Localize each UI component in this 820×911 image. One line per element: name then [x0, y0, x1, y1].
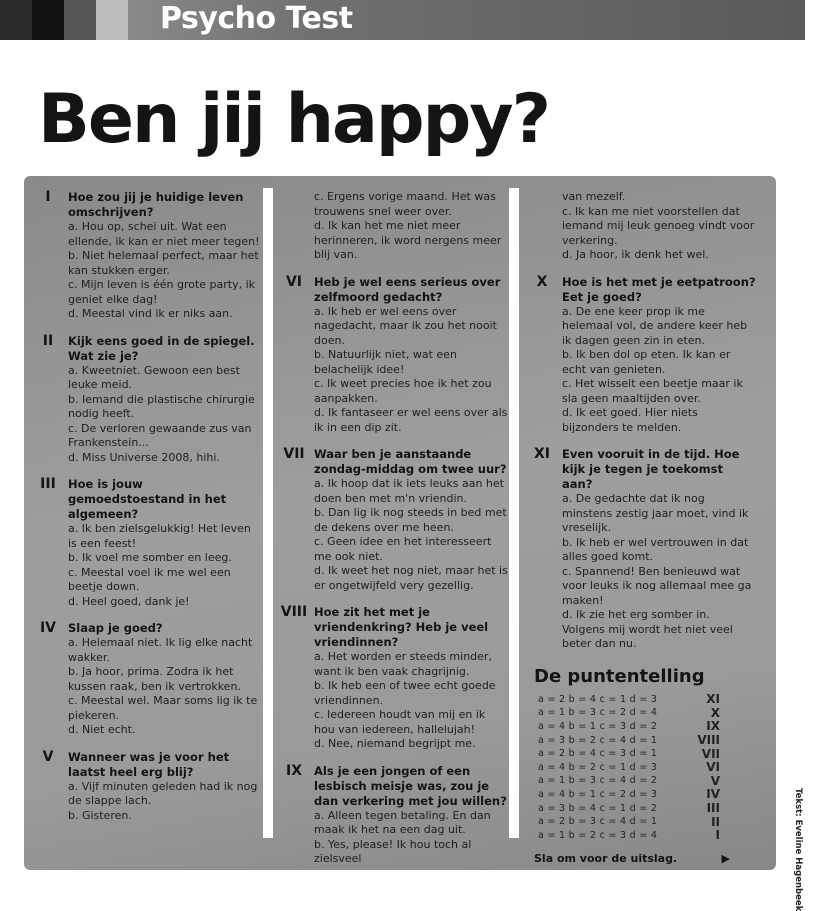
question-text: Hoe zit het met je vriendenkring? Heb je veel vriendinnen? — [314, 605, 489, 649]
question-number: I — [45, 189, 51, 205]
continued-options — [314, 190, 508, 263]
column-divider — [509, 188, 519, 838]
scoring-row — [538, 760, 756, 774]
scoring-row — [538, 733, 756, 747]
answer-option: d. Ik eet goed. Hier niets bijzonders te melden. — [562, 406, 698, 434]
answer-option: a. Hou op, schei uit. Wat een ellende, ik kan er niet meer tegen! — [68, 220, 260, 248]
answer-option: b. Iemand die plastische chirurgie nodig heeft. — [68, 392, 255, 420]
scoring-title: De puntentelling — [534, 665, 705, 687]
answer-option: a. Kweetniet. Gewoon een best leuke meid. — [68, 363, 240, 391]
scoring-row — [538, 774, 756, 788]
scoring-row — [538, 801, 756, 815]
scoring-values: a = 2 b = 3 c = 4 d = 1 — [538, 816, 658, 828]
scoring-values: a = 3 b = 2 c = 4 d = 1 — [538, 734, 658, 746]
question-block — [276, 605, 508, 752]
question-text: Hoe is jouw gemoedstoestand in het algemeen? — [68, 477, 227, 521]
answer-option: b. Natuurlijk niet, wat een belachelijk idee! — [314, 348, 457, 376]
answer-option: c. Het wisselt een beetje maar ik sla geen maaltijden over. — [562, 377, 743, 405]
question-number: IX — [285, 762, 302, 779]
answer-option: b. Niet helemaal perfect, maar het kan stukken erger. — [68, 249, 259, 277]
scoring-values: a = 1 b = 2 c = 3 d = 4 — [538, 829, 658, 841]
answer-option: a. De gedachte dat ik nog minstens zestig jaar moet, vind ik vreselijk. — [562, 492, 749, 534]
question-number: VIII — [280, 604, 308, 620]
answer-option: a. Ik heb er wel eens over nagedacht, maar ik zou het nooit doen. — [314, 304, 497, 347]
question-block — [30, 190, 262, 322]
answer-option: van mezelf. — [562, 190, 626, 203]
page-title: Ben jij happy? — [38, 80, 550, 159]
question-text: Kijk eens goed in de spiegel. Wat zie je? — [68, 333, 255, 363]
question-text: Wanneer was je voor het laatst heel erg blij? — [68, 749, 230, 779]
header-square — [64, 0, 96, 40]
answer-option: d. Ik zie het erg somber in. Volgens mij wordt het niet veel beter dan nu. — [562, 608, 733, 650]
answer-option: d. Heel goed, dank je! — [68, 594, 190, 608]
question-block — [30, 750, 262, 824]
answer-option: c. Meestal wel. Maar soms lig ik te piekeren. — [68, 694, 258, 722]
answer-option: a. De ene keer prop ik me helemaal vol, de andere keer heb ik dagen geen zin in eten. — [562, 304, 748, 347]
answer-option: d. Ik kan het me niet meer herinneren, ik word nergens meer blij van. — [314, 219, 502, 261]
quiz-column-3 — [524, 190, 756, 865]
answer-option: b. Yes, please! Ik hou toch al zielsveel — [314, 837, 472, 865]
answer-option: a. Helemaal niet. Ik lig elke nacht wakker. — [68, 636, 253, 664]
scoring-section — [524, 666, 756, 866]
question-block — [276, 447, 508, 593]
question-text: Slaap je goed? — [68, 621, 163, 635]
answer-option: d. Meestal vind ik er niks aan. — [68, 307, 233, 320]
answer-option: b. Ja hoor, prima. Zodra ik het kussen raak, ben ik vertrokken. — [68, 665, 241, 693]
header-square — [96, 0, 128, 40]
question-block — [30, 477, 262, 609]
scoring-values: a = 3 b = 4 c = 1 d = 2 — [538, 802, 658, 814]
scoring-row — [538, 815, 756, 829]
question-block — [276, 764, 508, 867]
answer-option: c. Spannend! Ben benieuwd wat voor leuks ik nog allemaal mee ga maken! — [562, 564, 752, 607]
continued-options — [562, 190, 756, 263]
header-square — [0, 0, 32, 40]
answer-option: b. Ik voel me somber en leeg. — [68, 551, 232, 564]
answer-option: d. Miss Universe 2008, hihi. — [68, 450, 220, 464]
turn-page-note: Sla om voor de uitslag. — [534, 852, 678, 866]
question-number: III — [40, 476, 56, 492]
answer-option: a. Ik hoop dat ik iets leuks aan het doen ben met m'n vriendin. — [314, 477, 504, 505]
answer-option: c. Ik weet precies hoe ik het zou aanpakken. — [314, 377, 492, 405]
scoring-question-number: V — [710, 773, 720, 788]
scoring-question-number: III — [706, 801, 720, 816]
question-block — [524, 275, 756, 436]
scoring-row — [538, 788, 756, 802]
answer-option: c. De verloren gewaande zus van Frankenstein... — [68, 421, 252, 449]
answer-option: b. Ik heb er wel vertrouwen in dat alles goed komt. — [562, 535, 749, 563]
answer-option: c. Iedereen houdt van mij en ik hou van iedereen, hallelujah! — [314, 708, 486, 736]
scoring-question-number: VII — [701, 746, 720, 761]
header-squares — [0, 0, 128, 40]
scoring-row — [538, 693, 756, 707]
scoring-question-number: VI — [706, 760, 720, 775]
answer-option: d. Nee, niemand begrijpt me. — [314, 737, 476, 750]
scoring-question-number: I — [715, 828, 720, 843]
question-number: V — [42, 748, 54, 765]
answer-option: d. Ja hoor, ik denk het wel. — [562, 248, 709, 261]
question-text: Hoe zou jij je huidige leven omschrijven? — [68, 190, 244, 219]
answer-option: c. Ergens vorige maand. Het was trouwens snel weer over. — [314, 190, 496, 218]
scoring-question-number: X — [710, 705, 720, 720]
scoring-question-number: VIII — [697, 733, 720, 748]
answer-option: b. Ik ben dol op eten. Ik kan er echt van genieten. — [562, 348, 731, 376]
question-text: Even vooruit in de tijd. Hoe kijk je tegen je toekomst aan? — [562, 447, 740, 491]
scoring-values: a = 1 b = 3 c = 4 d = 2 — [538, 775, 658, 787]
answer-option: b. Gisteren. — [68, 808, 132, 822]
question-block — [524, 447, 756, 652]
question-number: VI — [285, 273, 303, 290]
answer-option: b. Dan lig ik nog steeds in bed met de dekens over me heen. — [314, 506, 507, 534]
answer-option: c. Geen idee en het interesseert me ook niet. — [314, 535, 492, 563]
question-number: XI — [533, 446, 550, 462]
quiz-column-2 — [276, 190, 508, 879]
question-continuation — [276, 190, 508, 263]
scoring-values: a = 1 b = 3 c = 2 d = 4 — [538, 707, 658, 719]
answer-option: a. Het worden er steeds minder, want ik ben vaak chagrijnig. — [314, 650, 492, 678]
question-block — [276, 275, 508, 436]
answer-option: c. Ik kan me niet voorstellen dat iemand mij leuk genoeg vindt voor verkering. — [562, 204, 755, 247]
quiz-column-1 — [30, 190, 262, 835]
scoring-values: a = 4 b = 1 c = 3 d = 2 — [538, 720, 658, 732]
header-bar — [0, 0, 805, 40]
answer-option: d. Niet echt. — [68, 723, 136, 736]
scoring-values: a = 4 b = 2 c = 1 d = 3 — [538, 761, 658, 773]
scoring-values: a = 4 b = 1 c = 2 d = 3 — [538, 788, 658, 800]
scoring-question-number: XI — [706, 692, 720, 707]
answer-option: d. Ik fantaseer er wel eens over als ik in een dip zit. — [314, 406, 508, 434]
scoring-row — [538, 720, 756, 734]
answer-option: a. Alleen tegen betaling. En dan maak ik het na een dag uit. — [314, 808, 491, 836]
section-title: Psycho Test — [160, 1, 353, 36]
question-continuation — [524, 190, 756, 263]
author-credit: Tekst: Eveline Hagenbeek — [793, 788, 803, 911]
header-square — [32, 0, 64, 40]
scoring-row — [538, 747, 756, 761]
arrow-right-icon: ▶ — [721, 852, 730, 866]
scoring-question-number: II — [711, 814, 720, 829]
scoring-question-number: IV — [706, 787, 720, 802]
question-number: IV — [39, 620, 57, 636]
question-text: Hoe is het met je eetpatroon? Eet je goed? — [562, 274, 756, 304]
scoring-row — [538, 828, 756, 842]
question-text: Heb je wel eens serieus over zelfmoord gedacht? — [314, 274, 501, 304]
question-number: VII — [283, 446, 305, 462]
question-block — [30, 334, 262, 466]
scoring-row — [538, 706, 756, 720]
question-block — [30, 621, 262, 738]
scoring-question-number: IX — [706, 719, 720, 734]
answer-option: c. Meestal voel ik me wel een beetje down. — [68, 565, 231, 593]
answer-option: c. Mijn leven is één grote party, ik geniet elke dag! — [68, 278, 256, 306]
answer-option: b. Ik heb een of twee echt goede vriendinnen. — [314, 679, 496, 707]
question-text: Waar ben je aanstaande zondag-middag om twee uur? — [314, 447, 507, 476]
scoring-values: a = 2 b = 4 c = 3 d = 1 — [538, 748, 658, 760]
question-text: Als je een jongen of een lesbisch meisje was, zou je dan verkering met jou willen? — [314, 763, 507, 808]
scoring-values: a = 2 b = 4 c = 1 d = 3 — [538, 693, 658, 705]
question-number: II — [42, 332, 54, 349]
answer-option: a. Ik ben zielsgelukkig! Het leven is een feest! — [68, 522, 251, 550]
answer-option: a. Vijf minuten geleden had ik nog de slappe lach. — [68, 779, 258, 807]
answer-option: d. Ik weet het nog niet, maar het is er ongetwijfeld very gezellig. — [314, 564, 508, 592]
question-number: X — [536, 273, 548, 290]
column-divider — [263, 188, 273, 838]
scoring-footer — [534, 852, 730, 865]
